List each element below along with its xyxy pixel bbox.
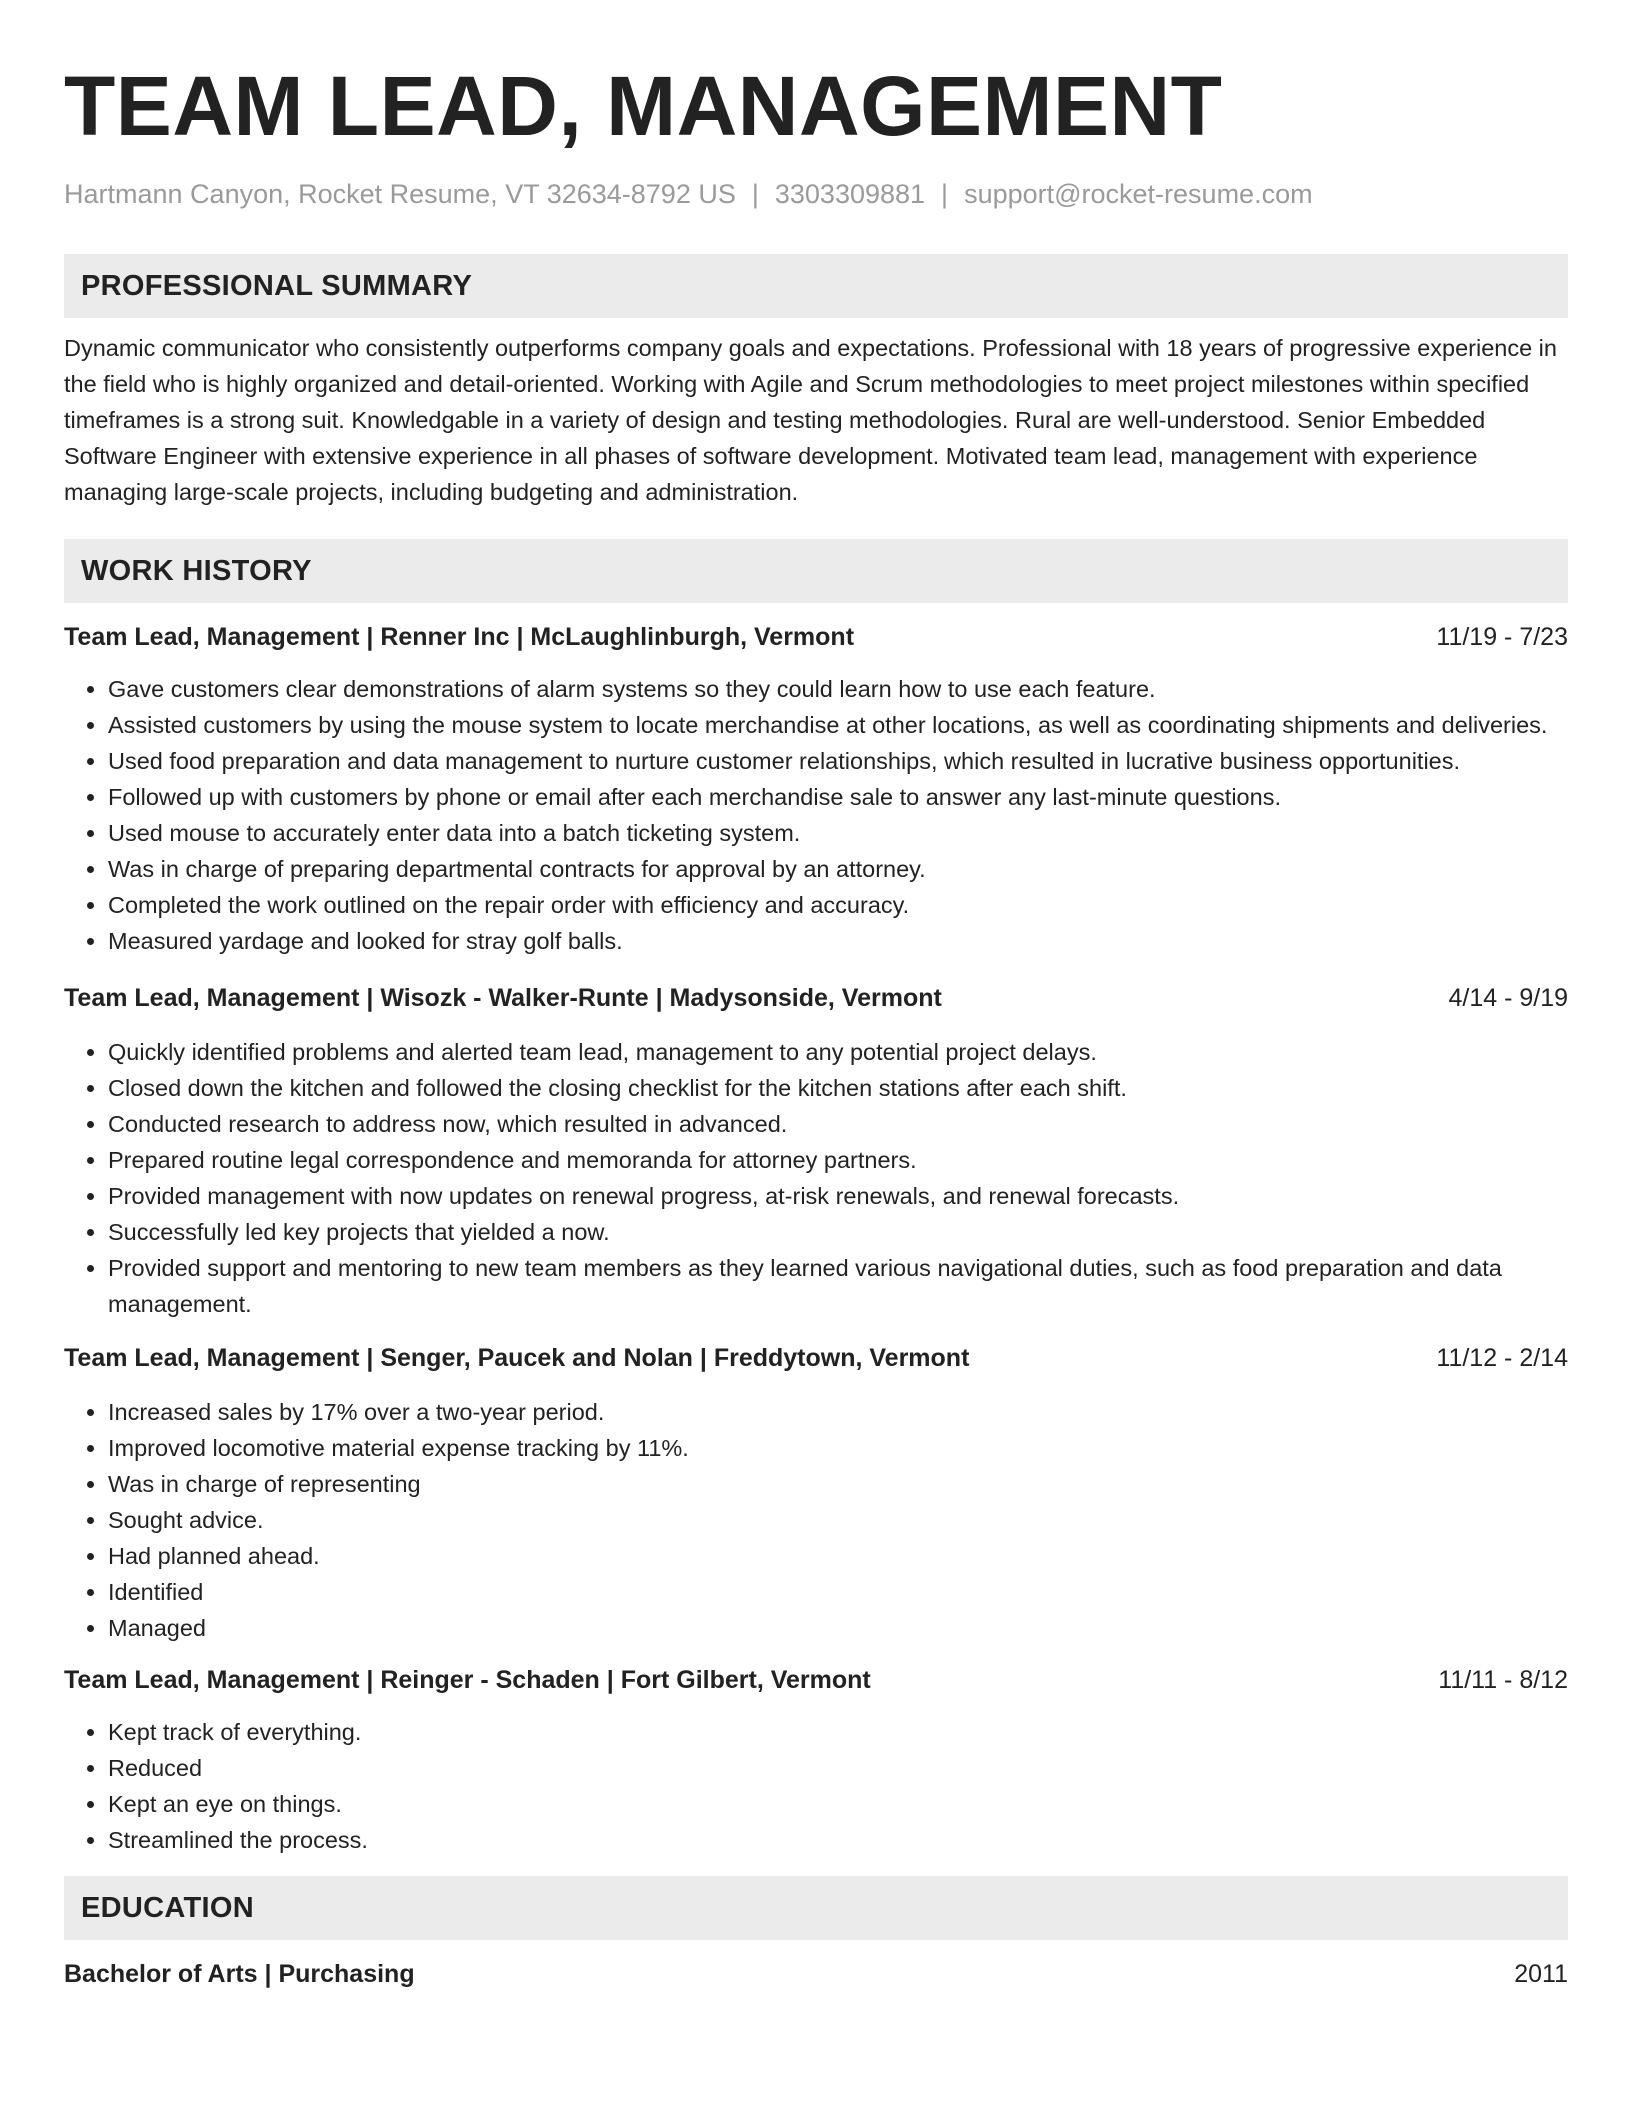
education-title: Bachelor of Arts | Purchasing (64, 1960, 415, 1988)
duty-item: • Provided support and mentoring to new team members as they learned various navigational duties, such as food preparation and data management. (108, 1250, 1568, 1322)
duty-item: • Was in charge of preparing departmental contracts for approval by an attorney. (108, 851, 1568, 887)
job-title: Team Lead, Management | Reinger - Schaden | Fort Gilbert, Vermont (64, 1666, 871, 1694)
contact-address: Hartmann Canyon, Rocket Resume, VT 32634-8792 US (64, 179, 736, 209)
job-header (64, 1662, 1568, 1698)
contact-phone: 3303309881 (774, 179, 926, 209)
job-header (64, 619, 1568, 655)
job-title: Team Lead, Management | Wisozk - Walker-Runte | Madysonside, Vermont (64, 984, 942, 1012)
job-entry (64, 980, 1568, 1322)
job-header (64, 1340, 1568, 1376)
job-header (64, 980, 1568, 1016)
duty-item: • Closed down the kitchen and followed the closing checklist for the kitchen stations after each shift. (108, 1070, 1568, 1106)
duty-item: • Quickly identified problems and alerted team lead, management to any potential project delays. (108, 1034, 1568, 1070)
duty-item: • Increased sales by 17% over a two-year period. (108, 1394, 1568, 1430)
duty-item: • Sought advice. (108, 1502, 1568, 1538)
contact-separator: | (751, 179, 759, 209)
duty-item: • Kept an eye on things. (108, 1786, 1568, 1822)
duty-item: • Conducted research to address now, which resulted in advanced. (108, 1106, 1568, 1142)
duty-item: • Identified (108, 1574, 1568, 1610)
job-dates: 4/14 - 9/19 (1448, 984, 1568, 1012)
duty-item: • Successfully led key projects that yielded a now. (108, 1214, 1568, 1250)
duty-item: • Reduced (108, 1750, 1568, 1786)
duty-item: • Kept track of everything. (108, 1714, 1568, 1750)
duty-item: • Measured yardage and looked for stray golf balls. (108, 923, 1568, 959)
contact-email[interactable]: support@rocket-resume.com (964, 179, 1313, 209)
job-duties (64, 1034, 1568, 1322)
duty-item: • Prepared routine legal correspondence and memoranda for attorney partners. (108, 1142, 1568, 1178)
job-duties (64, 1394, 1568, 1646)
duty-item: • Used food preparation and data management to nurture customer relationships, which resulted in lucrative business opportunities. (108, 743, 1568, 779)
duty-item: • Assisted customers by using the mouse system to locate merchandise at other locations, as well as coordinating shipments and deliveries. (108, 707, 1568, 743)
job-duties (64, 671, 1568, 959)
contact-line (64, 176, 1568, 212)
duty-item: • Streamlined the process. (108, 1822, 1568, 1858)
duty-item: • Used mouse to accurately enter data into a batch ticketing system. (108, 815, 1568, 851)
section-heading-education: EDUCATION (64, 1876, 1568, 1940)
job-title: Team Lead, Management | Senger, Paucek and Nolan | Freddytown, Vermont (64, 1344, 970, 1372)
job-duties (64, 1714, 1568, 1858)
duty-item: • Managed (108, 1610, 1568, 1646)
duty-item: • Followed up with customers by phone or email after each merchandise sale to answer any last-minute questions. (108, 779, 1568, 815)
section-heading-summary: PROFESSIONAL SUMMARY (64, 254, 1568, 318)
contact-separator: | (941, 179, 949, 209)
section-heading-work-history: WORK HISTORY (64, 539, 1568, 603)
job-title: Team Lead, Management | Renner Inc | McLaughlinburgh, Vermont (64, 623, 855, 651)
duty-item: • Had planned ahead. (108, 1538, 1568, 1574)
job-entry (64, 1340, 1568, 1646)
job-entry (64, 1662, 1568, 1858)
education-year: 2011 (1514, 1960, 1568, 1988)
summary-text: Dynamic communicator who consistently outperforms company goals and expectations. Professional with 18 years of progressive experience in the field who is highly organized and detail-oriented. Working with Agile and Scrum methodologies to meet project milestones within specified timeframes is a strong suit. Knowledgable in a variety of design and testing methodologies. Rural are well-understood. Senior Embedded Software Engineer with extensive experience in all phases of software development. Motivated team lead, management with experience managing large-scale projects, including budgeting and administration. (64, 335, 1557, 505)
duty-item: • Completed the work outlined on the repair order with efficiency and accuracy. (108, 887, 1568, 923)
education-entry (64, 1956, 1568, 1992)
candidate-name: TEAM LEAD, MANAGEMENT (64, 59, 1223, 153)
duty-item: • Provided management with now updates on renewal progress, at-risk renewals, and renewal forecasts. (108, 1178, 1568, 1214)
job-entry (64, 619, 1568, 959)
job-dates: 11/19 - 7/23 (1436, 623, 1568, 651)
duty-item: • Gave customers clear demonstrations of alarm systems so they could learn how to use each feature. (108, 671, 1568, 707)
duty-item: • Was in charge of representing (108, 1466, 1568, 1502)
job-dates: 11/11 - 8/12 (1438, 1666, 1568, 1694)
duty-item: • Improved locomotive material expense tracking by 11%. (108, 1430, 1568, 1466)
job-dates: 11/12 - 2/14 (1436, 1344, 1568, 1372)
